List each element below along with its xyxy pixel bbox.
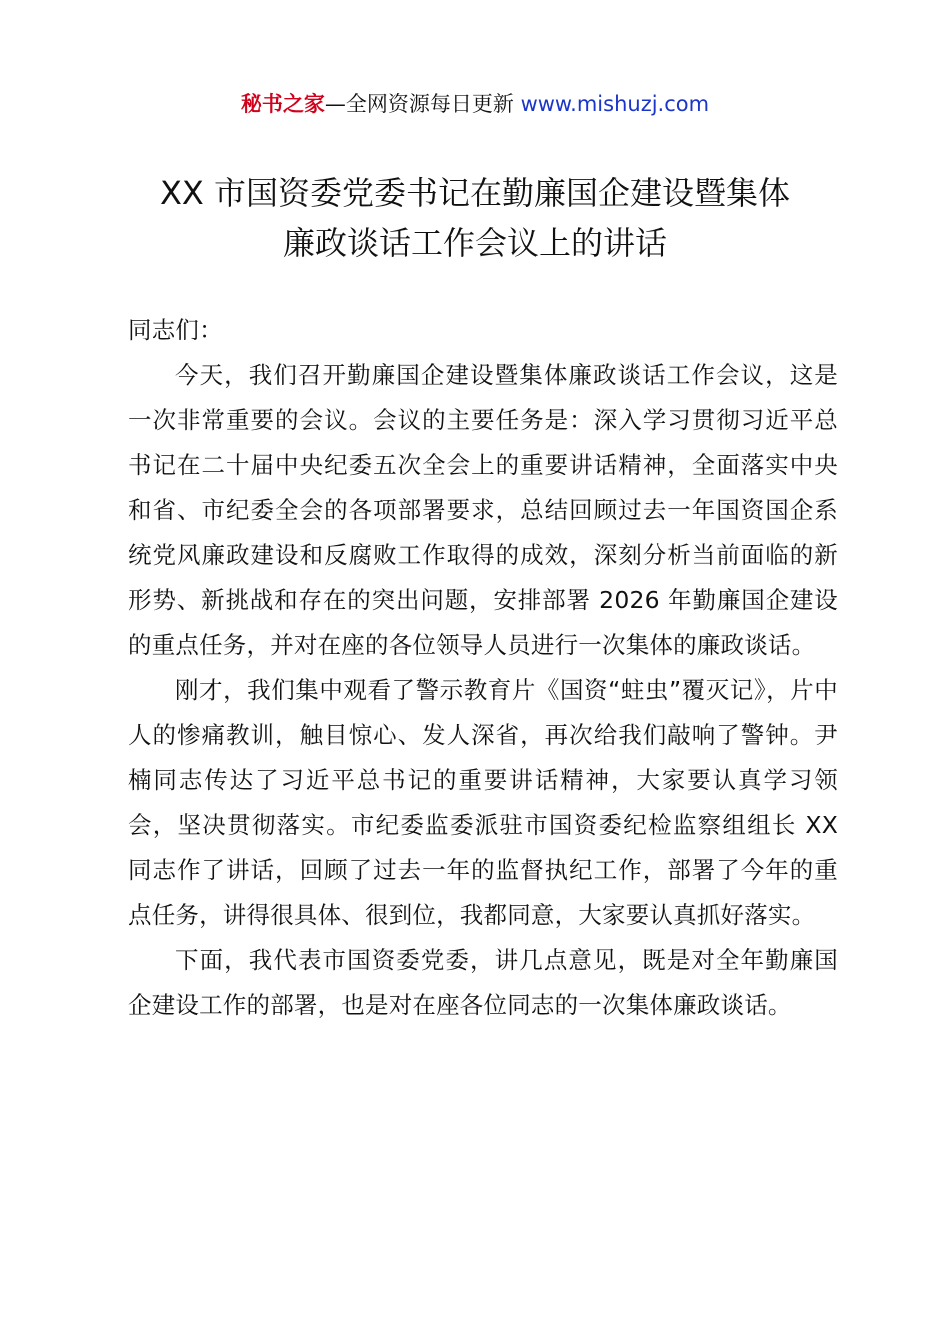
header-tagline: —全网资源每日更新 <box>324 92 521 116</box>
paragraph-3: 下面，我代表市国资委党委，讲几点意见，既是对全年勤廉国企建设工作的部署，也是对在座各位同志的一次集体廉政谈话。 <box>128 946 838 1019</box>
paragraph-1: 今天，我们召开勤廉国企建设暨集体廉政谈话工作会议，这是一次非常重要的会议。会议的主要任务是：深入学习贯彻习近平总书记在二十届中央纪委五次全会上的重要讲话精神，全面落实中央和省、市纪委全会的各项部署要求，总结回顾过去一年国资国企系统党风廉政建设和反腐败工作取得的成效，深刻分析当前面临的新形势、新挑战和存在的突出问题，安排部署 2026 年勤廉国企建设的重点任务，并对在座的各位领导人员进行一次集体的廉政谈话。 <box>128 361 838 659</box>
salutation: 同志们： <box>128 316 223 344</box>
document-title <box>80 168 870 268</box>
title-line-1: XX 市国资委党委书记在勤廉国企建设暨集体 <box>159 174 791 212</box>
document-body <box>128 308 838 1028</box>
website-link[interactable]: www.mishuzj.com <box>520 92 710 116</box>
site-header <box>0 88 950 120</box>
paragraph-2: 刚才，我们集中观看了警示教育片《国资“蛀虫”覆灭记》，片中人的惨痛教训，触目惊心、发人深省，再次给我们敲响了警钟。尹楠同志传达了习近平总书记的重要讲话精神，大家要认真学习领会，坚决贯彻落实。市纪委监委派驻市国资委纪检监察组组长 XX 同志作了讲话，回顾了过去一年的监督执纪工作，部署了今年的重点任务，讲得很具体、很到位，我都同意，大家要认真抓好落实。 <box>128 676 838 929</box>
title-line-2: 廉政谈话工作会议上的讲话 <box>282 224 667 262</box>
brand-name: 秘书之家 <box>240 92 325 116</box>
